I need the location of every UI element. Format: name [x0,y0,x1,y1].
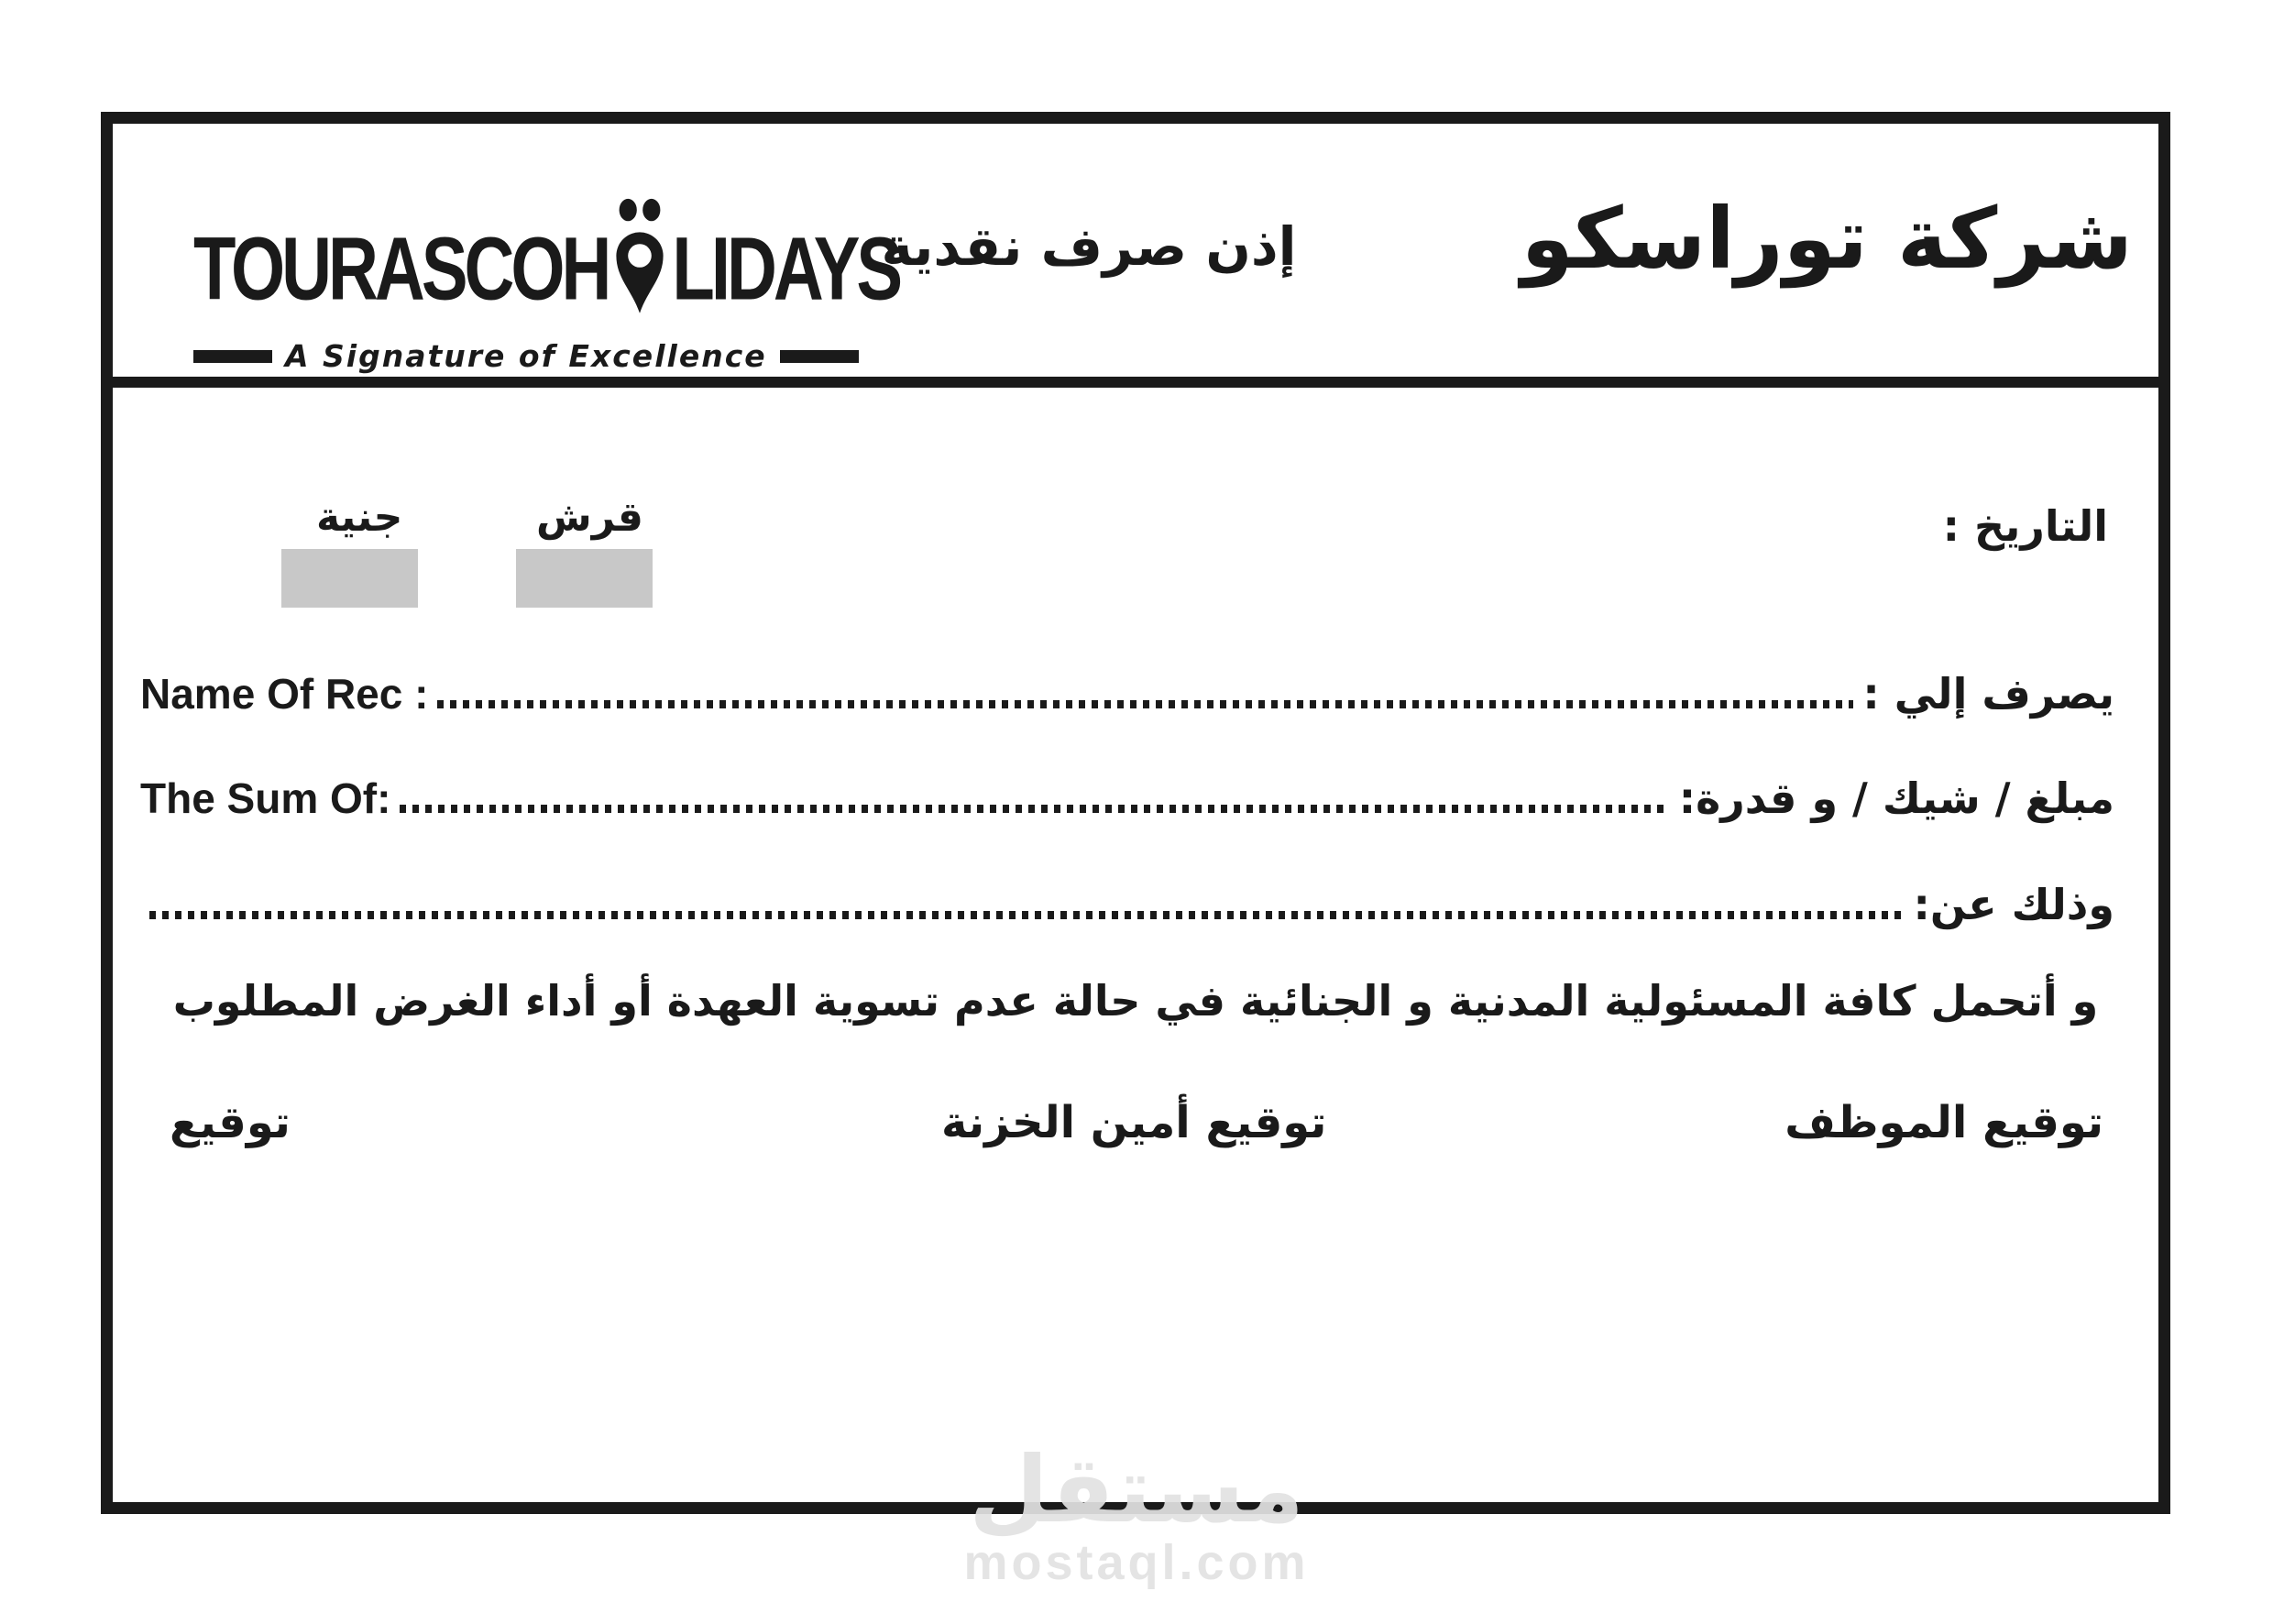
watermark-url: mostaql.com [963,1535,1310,1590]
signature-employee-label: توقيع الموظف [1784,1097,2103,1148]
map-pin-icon [610,195,669,316]
reason-label-ar: وذلك عن: [1913,880,2114,929]
logo-text-left: TOURASCOH [193,219,609,320]
reason-row [113,880,2158,929]
signature-generic-label: توقيع [170,1097,291,1148]
company-name-arabic: شركة توراسكو [1521,190,2133,288]
logo-tagline [193,338,899,374]
amount-row [113,774,2158,823]
watermark-logo: مستقل [969,1436,1304,1543]
logo-wordmark [193,195,900,320]
payee-fill-line [437,700,1853,708]
voucher-header [113,124,2158,388]
payee-label-ar: يصرف إلي : [1862,669,2114,719]
payee-row [113,669,2158,719]
payee-label-en: Name Of Rec : [140,670,429,718]
liability-statement: و أتحمل كافة المسئولية المدنية و الجنائية في حالة عدم تسوية العهدة أو أداء الغرض المطلوب [172,976,2099,1026]
company-logo [193,195,899,374]
voucher-frame [101,112,2170,1514]
tagline-bar-right [780,350,859,363]
tagline-text: A Signature of Excellence [285,338,767,374]
date-label: التاريخ : [1942,501,2108,551]
amount-label-en: The Sum Of: [140,774,391,822]
logo-text-right: LIDAYS [672,219,900,320]
amount-fill-line [400,805,1669,813]
tagline-bar-left [193,350,272,363]
reason-fill-line [149,911,1904,919]
piasters-amount-box [516,549,653,608]
document-title: إذن صرف نقدية [881,215,1297,278]
piasters-label: قرش [536,494,643,541]
amount-label-ar: مبلغ / شيك / و قدرة: [1678,774,2114,823]
pounds-amount-box [281,549,418,608]
pounds-label: جنية [316,494,403,541]
signature-treasurer-label: توقيع أمين الخزنة [941,1097,1327,1148]
